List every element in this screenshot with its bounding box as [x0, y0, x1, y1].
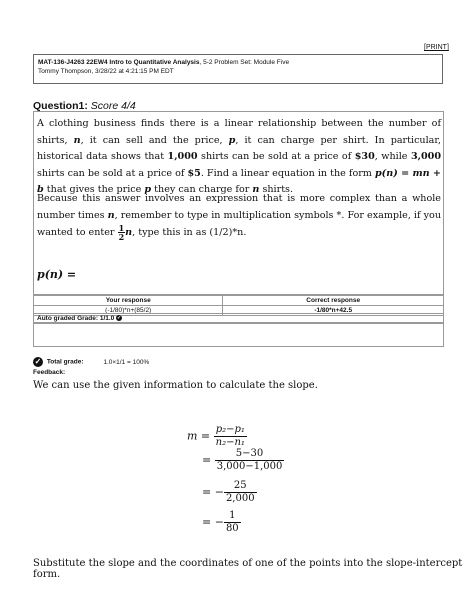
slope-eq-1: m = $\frac{\text{p₂−p₁}}{\text{n₂−n₁}}$ [187, 424, 245, 448]
text: they can charge for [154, 184, 250, 195]
correct-response-value: -1/80*n+42.5 [223, 306, 444, 316]
var-p: p [228, 134, 236, 146]
text: shirts can be sold at a price of [37, 167, 185, 179]
num-3000: 3,000 [410, 151, 441, 162]
feedback-closing: Substitute the slope and the coordinates of one of the points into the slope-intercept form. [33, 558, 463, 580]
fraction [215, 448, 285, 473]
question-paragraph-2 [37, 191, 441, 242]
price-5: $5 [187, 167, 201, 179]
slope-eq-2: = $\frac{5-30}{3,000-1,000}$ [202, 448, 283, 472]
denominator: 2,000 [225, 493, 255, 504]
var-n: n [73, 134, 81, 146]
auto-graded-text: Auto graded Grade: 1/1.0 [37, 315, 115, 322]
fraction [214, 424, 247, 449]
form-equation: p(n) = mn + b [37, 167, 441, 195]
var-n: n [107, 209, 115, 221]
check-icon: ✓ [117, 315, 122, 322]
denominator: 80 [225, 523, 239, 534]
auto-graded-row [33, 313, 444, 323]
text: remember to type in multiplication symbols *. For example, if you wanted to enter [37, 209, 441, 238]
var-n: n [125, 227, 133, 238]
text: , type this in as (1/2)*n. [132, 227, 247, 238]
assignment-header [33, 54, 443, 84]
text: that gives the price [46, 184, 142, 195]
assignment-name: , 5-2 Problem Set: Module Five [199, 59, 290, 66]
text: shirts. [262, 184, 294, 195]
text: Because this answer involves an expression that is more complex than a whole number times [37, 193, 441, 221]
numerator: p₂−p₁ [214, 424, 247, 437]
numerator: 5−30 [215, 448, 285, 461]
fraction [224, 510, 241, 535]
print-link[interactable]: [PRINT] [424, 44, 449, 51]
correct-response-header: Correct response [223, 296, 444, 306]
text: A clothing business finds there is a linear relationship between the number of shirts, [37, 118, 441, 146]
student-info: Tommy Thompson, 3/28/22 at 4:21:15 PM EDT [38, 68, 174, 75]
question-box [33, 111, 444, 295]
slope-eq-3: = − $\frac{25}{2,000}$ [202, 480, 255, 504]
total-grade [33, 357, 149, 367]
text: , [114, 209, 118, 221]
half-fraction [118, 224, 126, 241]
question-label: Question1: [33, 100, 88, 112]
m-symbol: m [187, 429, 198, 443]
var-p: p [144, 184, 152, 195]
text: shirts can be sold at a price of [201, 151, 352, 162]
denominator: n₂−n₁ [215, 437, 245, 448]
text: , it can charge per shirt. In particular, historical data shows that [37, 134, 441, 162]
numerator: 1 [224, 510, 241, 523]
answer-prompt: p(n) = [37, 268, 77, 281]
feedback-label: Feedback: [33, 369, 66, 376]
question-score: Score 4/4 [90, 100, 136, 112]
text: , it can sell and the price, [80, 134, 223, 146]
total-grade-label: Total grade: [46, 358, 84, 366]
your-response-header: Your response [34, 296, 223, 306]
slope-eq-4: = − $\frac{1}{80}$ [202, 510, 239, 534]
denominator: 3,000−1,000 [216, 461, 283, 472]
course-name: MAT-136-J4263 22EW4 Intro to Quantitative Analysis [38, 59, 200, 66]
price-30: $30 [354, 151, 375, 162]
fraction [224, 480, 257, 505]
question-paragraph-1 [37, 116, 441, 199]
half-denominator: 2 [118, 232, 125, 242]
text: . Find a linear equation in the form [200, 167, 372, 179]
text: , while [374, 151, 408, 162]
var-n: n [252, 184, 260, 195]
numerator: 25 [224, 480, 257, 493]
feedback-intro: We can use the given information to calculate the slope. [33, 380, 318, 391]
total-grade-value: 1.0×1/1 = 100% [103, 358, 150, 366]
blank-box [33, 323, 444, 347]
your-response-value: (-1/80)*n+(85/2) [34, 306, 223, 316]
half-numerator: 1 [118, 223, 125, 233]
check-circle-icon: ✓ [34, 357, 42, 366]
num-1000: 1,000 [167, 151, 198, 162]
